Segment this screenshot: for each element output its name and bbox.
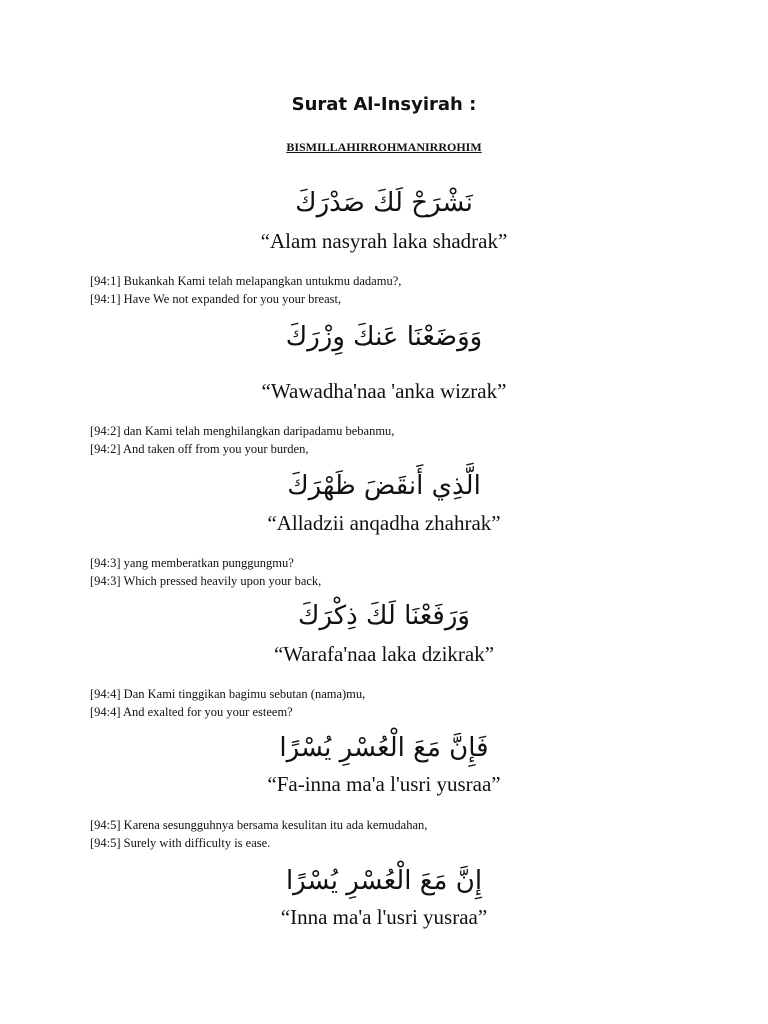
verse-3-arabic: الَّذِي أَنقَضَ ظَهْرَكَ bbox=[287, 471, 481, 501]
verse-3-transliteration: “Alladzii anqadha zhahrak” bbox=[267, 511, 501, 535]
verse-3-english: [94:3] Which pressed heavily upon your back, bbox=[90, 574, 322, 588]
verse-5-arabic: فَإِنَّ مَعَ الْعُسْرِ يُسْرًا bbox=[279, 733, 489, 763]
verse-6-arabic: إِنَّ مَعَ الْعُسْرِ يُسْرًا bbox=[285, 866, 483, 896]
verse-1-transliteration: “Alam nasyrah laka shadrak” bbox=[260, 229, 508, 253]
verse-4-indonesian: [94:4] Dan Kami tinggikan bagimu sebutan (nama)mu, bbox=[90, 687, 366, 701]
verse-2-indonesian: [94:2] dan Kami telah menghilangkan daripadamu bebanmu, bbox=[90, 424, 395, 438]
verse-1-english: [94:1] Have We not expanded for you your breast, bbox=[90, 292, 342, 306]
verse-2-transliteration: “Wawadha'naa 'anka wizrak” bbox=[261, 379, 507, 403]
verse-1-arabic: نَشْرَحْ لَكَ صَدْرَكَ bbox=[295, 188, 473, 218]
verse-5-transliteration: “Fa-inna ma'a l'usri yusraa” bbox=[267, 772, 501, 796]
verse-2-arabic: وَوَضَعْنَا عَنكَ وِزْرَكَ bbox=[285, 322, 483, 352]
verse-4-transliteration: “Warafa'naa laka dzikrak” bbox=[273, 642, 495, 666]
verse-2-english: [94:2] And taken off from you your burden, bbox=[90, 442, 309, 456]
verse-3-indonesian: [94:3] yang memberatkan punggungmu? bbox=[90, 556, 294, 570]
page-title: Surat Al-Insyirah : bbox=[291, 94, 477, 115]
basmala-heading: BISMILLAHIRROHMANIRROHIM bbox=[286, 140, 482, 154]
verse-6-transliteration: “Inna ma'a l'usri yusraa” bbox=[280, 905, 488, 929]
verse-1-indonesian: [94:1] Bukankah Kami telah melapangkan untukmu dadamu?, bbox=[90, 274, 402, 288]
verse-4-english: [94:4] And exalted for you your esteem? bbox=[90, 705, 293, 719]
verse-4-arabic: وَرَفَعْنَا لَكَ ذِكْرَكَ bbox=[298, 601, 470, 631]
verse-5-english: [94:5] Surely with difficulty is ease. bbox=[90, 836, 271, 850]
verse-5-indonesian: [94:5] Karena sesungguhnya bersama kesulitan itu ada kemudahan, bbox=[90, 818, 428, 832]
